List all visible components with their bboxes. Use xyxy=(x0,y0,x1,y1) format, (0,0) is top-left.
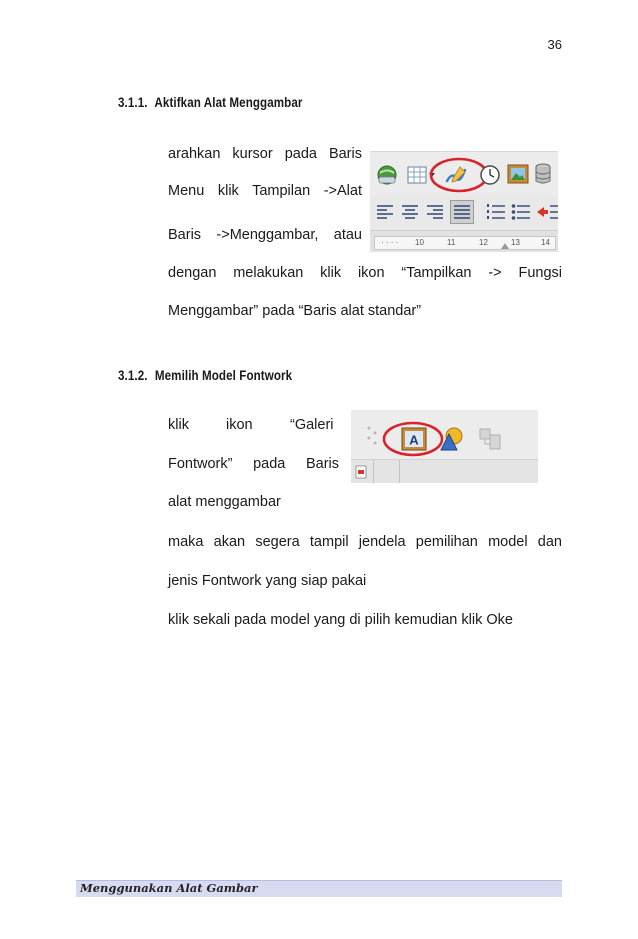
paragraph-line: arahkan kursor pada Baris xyxy=(168,146,362,162)
ruler-tick-label: 11 xyxy=(447,238,456,247)
standard-toolbar-screenshot xyxy=(370,151,558,252)
align-left-icon xyxy=(376,204,394,220)
bullets-icon xyxy=(511,203,531,221)
align-right-icon xyxy=(426,204,444,220)
section-title: Aktifkan Alat Menggambar xyxy=(154,95,303,110)
footer-title: Menggunakan Alat Gambar xyxy=(80,881,258,895)
paragraph-line: Fontwork” pada Baris xyxy=(168,456,339,472)
paragraph-line: maka akan segera tampil jendela pemilihan model dan xyxy=(168,534,562,550)
small-document-icon xyxy=(355,465,367,479)
justify-icon xyxy=(450,200,474,224)
ruler-tick-label: 13 xyxy=(511,238,520,247)
database-icon xyxy=(535,163,551,185)
section-number: 3.1.1. xyxy=(118,95,148,110)
ruler xyxy=(370,230,558,252)
ruler-marker-icon xyxy=(501,243,509,249)
section-number: 3.1.2. xyxy=(118,368,148,383)
word-klik: klik xyxy=(168,417,189,433)
paragraph-line: Menu klik Tampilan ->Alat xyxy=(168,183,362,199)
page-number: 36 xyxy=(547,37,562,52)
ruler-tick-dots: · · · · xyxy=(381,238,399,247)
toolbar-row-formatting xyxy=(370,194,558,230)
word-galeri: “Galeri xyxy=(290,417,334,433)
ruler-tick-label: 12 xyxy=(479,238,488,247)
ruler-strip xyxy=(374,236,556,250)
table-icon xyxy=(407,166,427,184)
toolbar-row-standard xyxy=(370,152,558,194)
paragraph-line: klik sekali pada model yang di pilih kemudian klik Oke xyxy=(168,612,513,628)
highlight-circle-icon xyxy=(381,419,445,459)
extrusion-icon xyxy=(477,424,503,452)
section-heading-3-1-1 xyxy=(118,95,303,110)
shapes-icon xyxy=(439,427,463,451)
paragraph-line: dengan melakukan klik ikon “Tampilkan -> Fungsi xyxy=(168,265,562,281)
paragraph-line: jenis Fontwork yang siap pakai xyxy=(168,573,367,589)
divider xyxy=(399,460,400,483)
paragraph-line: alat menggambar xyxy=(168,494,281,510)
paragraph-line: Menggambar” pada “Baris alat standar” xyxy=(168,303,422,319)
numbering-icon xyxy=(486,203,506,221)
divider xyxy=(373,460,374,483)
align-center-icon xyxy=(401,204,419,220)
navigator-icon xyxy=(376,164,398,186)
ruler-tick-label: 10 xyxy=(415,238,424,247)
paragraph-line: Baris ->Menggambar, atau xyxy=(168,227,362,243)
indent-icon xyxy=(536,203,558,221)
section-heading-3-1-2 xyxy=(118,368,292,383)
toolbar-lower-row xyxy=(351,459,538,483)
fontwork-letter: A xyxy=(409,432,419,448)
ruler-tick-label: 14 xyxy=(541,238,550,247)
gallery-icon xyxy=(507,164,529,184)
word-ikon: ikon xyxy=(226,417,253,433)
drawing-toolbar-screenshot xyxy=(351,410,538,483)
clock-icon xyxy=(479,164,501,186)
section-title: Memilih Model Fontwork xyxy=(154,368,293,383)
